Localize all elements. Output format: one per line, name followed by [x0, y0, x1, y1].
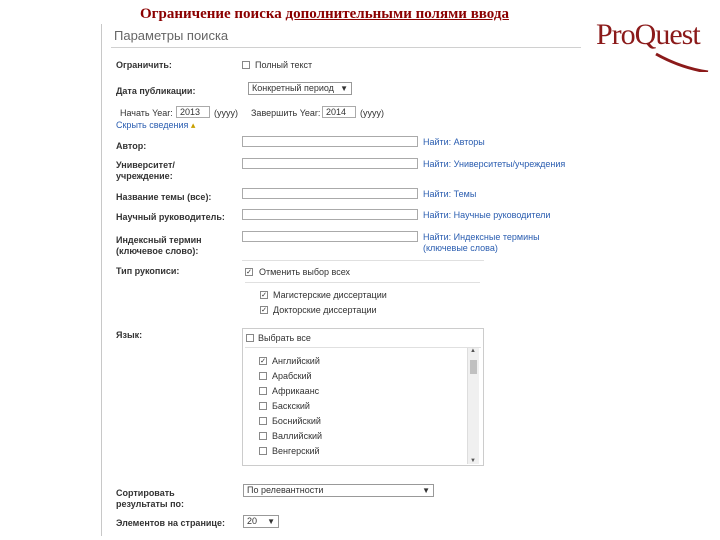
content-divider [101, 24, 102, 536]
index-term-input[interactable] [242, 231, 418, 242]
start-year-input[interactable]: 2013 [176, 106, 210, 118]
fulltext-checkbox[interactable] [242, 61, 250, 69]
university-input[interactable] [242, 158, 418, 169]
divider [245, 347, 481, 348]
slide-title-part2: дополнительными полями ввода [285, 6, 509, 22]
hide-details-link[interactable] [116, 120, 195, 131]
find-advisors-link[interactable]: Найти: Научные руководители [423, 210, 551, 220]
sort-label: Сортировать результаты по: [116, 488, 185, 509]
language-item: Баскский [272, 401, 310, 411]
language-item: Венгерский [272, 446, 320, 456]
subject-label: Название темы (все): [116, 192, 212, 202]
find-universities-link[interactable]: Найти: Университеты/учреждения [423, 159, 566, 169]
scrollbar-thumb[interactable] [470, 360, 477, 374]
manuscript-select-all-checkbox[interactable]: ✓ [246, 269, 252, 276]
proquest-logo [596, 18, 716, 72]
university-label: Университет/ учреждение: [116, 160, 175, 181]
logo-text: ProQuest [596, 18, 700, 51]
find-subjects-link[interactable]: Найти: Темы [423, 189, 477, 199]
language-select-all-label: Выбрать все [258, 333, 311, 343]
pubdate-select[interactable] [248, 82, 352, 95]
start-year-label: Начать Year: [120, 108, 173, 118]
language-item: Валлийский [272, 431, 323, 441]
end-year-label: Завершить Year: [251, 108, 321, 118]
manuscript-select-all-label: Отменить выбор всех [259, 267, 351, 277]
slide-title [140, 6, 509, 23]
index-term-label: Индексный термин (ключевое слово): [116, 235, 202, 256]
per-page-label: Элементов на странице: [116, 518, 225, 528]
start-year-hint: (yyyy) [214, 108, 238, 118]
logo-swoosh-icon [596, 18, 716, 72]
doctoral-checkbox[interactable]: ✓ [261, 307, 267, 314]
pubdate-select-value: Конкретный период [252, 83, 334, 93]
language-item: Английский [272, 356, 320, 366]
per-page-select[interactable] [243, 515, 279, 528]
slide-title-part1: Ограничение поиска [140, 6, 282, 22]
sort-select-value: По релевантности [247, 485, 324, 495]
language-label: Язык: [116, 330, 143, 340]
doctoral-label: Докторские диссертации [273, 305, 377, 315]
language-checkbox[interactable] [259, 432, 267, 440]
masters-checkbox[interactable]: ✓ [261, 292, 267, 299]
fulltext-label: Полный текст [255, 60, 313, 70]
panel-header: Параметры поиска [111, 28, 581, 48]
author-label: Автор: [116, 141, 147, 151]
language-item: Арабский [272, 371, 312, 381]
scroll-up-icon[interactable]: ▲ [470, 348, 476, 354]
language-select-all-checkbox[interactable] [246, 334, 254, 342]
chevron-down-icon: ▼ [422, 486, 430, 495]
language-checkbox-english[interactable]: ✓ [260, 358, 266, 365]
scroll-down-icon[interactable]: ▼ [470, 458, 476, 464]
subject-input[interactable] [242, 188, 418, 199]
advisor-input[interactable] [242, 209, 418, 220]
sort-select[interactable] [243, 484, 434, 497]
language-checkbox[interactable] [259, 387, 267, 395]
masters-label: Магистерские диссертации [273, 290, 387, 300]
chevron-down-icon: ▼ [340, 84, 348, 93]
per-page-value: 20 [247, 516, 258, 526]
pubdate-label: Дата публикации: [116, 86, 196, 96]
language-checkbox[interactable] [259, 417, 267, 425]
end-year-hint: (yyyy) [360, 108, 384, 118]
language-item: Африкаанс [272, 386, 320, 396]
limit-label: Ограничить: [116, 60, 172, 70]
language-checkbox[interactable] [259, 402, 267, 410]
language-checkbox[interactable] [259, 447, 267, 455]
chevron-down-icon: ▼ [267, 517, 275, 526]
language-item: Боснийский [272, 416, 321, 426]
hide-details-text: Скрыть сведения [116, 120, 189, 130]
chevron-up-icon: ▴ [190, 120, 196, 130]
advisor-label: Научный руководитель: [116, 212, 225, 222]
language-scrollbar[interactable] [467, 348, 479, 464]
author-input[interactable] [242, 136, 418, 147]
find-index-terms-link[interactable]: Найти: Индексные термины (ключевые слова) [423, 232, 540, 253]
divider [242, 260, 484, 261]
find-authors-link[interactable]: Найти: Авторы [423, 137, 485, 147]
divider [245, 282, 480, 283]
language-checkbox[interactable] [259, 372, 267, 380]
manuscript-type-label: Тип рукописи: [116, 266, 180, 276]
end-year-input[interactable]: 2014 [322, 106, 356, 118]
